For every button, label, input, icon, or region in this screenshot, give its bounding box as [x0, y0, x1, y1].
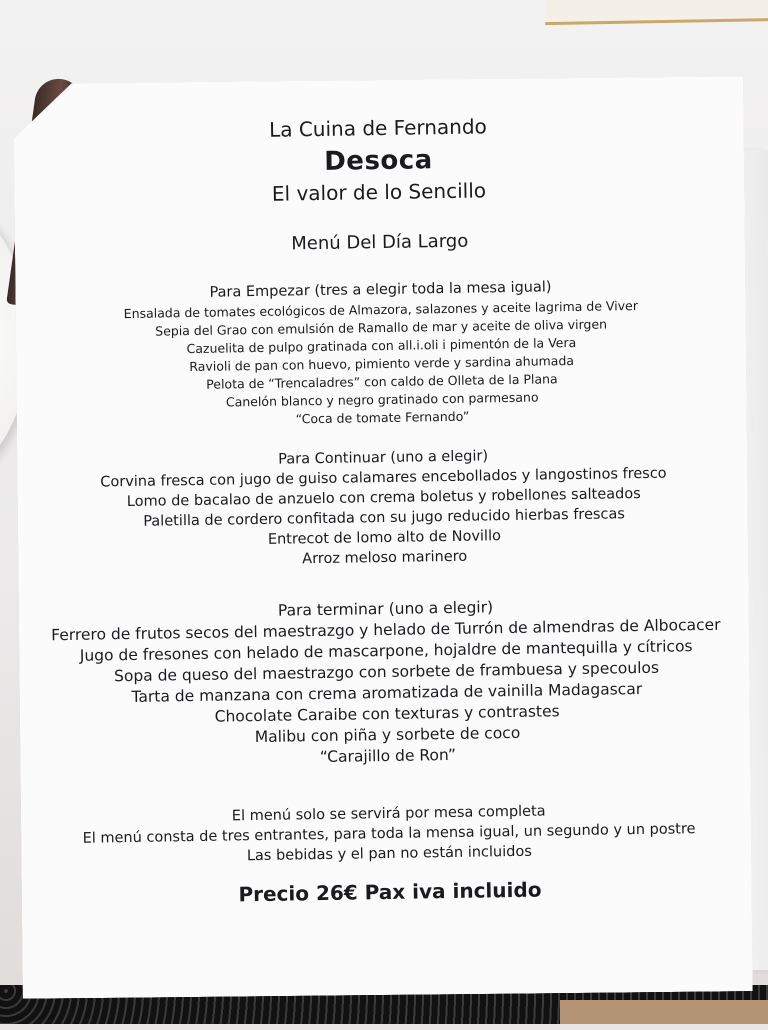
note-line: El menú solo se servirá por mesa completa — [231, 803, 546, 825]
menu-title: Menú Del Día Largo — [291, 230, 469, 255]
dessert-item: Chocolate Caraibe con texturas y contrastes — [214, 702, 560, 726]
restaurant-brand: La Cuina de Fernando — [268, 114, 488, 142]
starter-item: Ravioli de pan con huevo, pimiento verde y sardina ahumada — [189, 352, 575, 375]
starter-item: Cazuelita de pulpo gratinada con all.i.oli i pimentón de la Vera — [186, 334, 577, 357]
main-item: Paletilla de cordero confitada con su jugo reducido hierbas frescas — [143, 506, 626, 530]
starter-item: Sepia del Grao con emulsión de Ramallo de mar y aceite de oliva virgen — [155, 316, 608, 339]
starter-item: Ensalada de tomates ecológicos de Almazora, salazones y aceite lagrima de Viver — [123, 297, 639, 322]
desserts-heading: Para terminar (uno a elegir) — [277, 598, 494, 620]
main-item: Corvina fresca con jugo de guiso calamares encebollados y langostinos fresco — [100, 465, 667, 491]
main-item: Lomo de bacalao de anzuelo con crema boletus y robellones salteados — [126, 485, 641, 511]
starter-item: “Coca de tomate Fernando” — [295, 408, 470, 427]
starters-heading: Para Empezar (tres a elegir toda la mesa igual) — [209, 279, 552, 301]
restaurant-slogan: El valor de lo Sencillo — [271, 178, 487, 206]
restaurant-name: Desoca — [323, 145, 433, 177]
mains-heading: Para Continuar (uno a elegir) — [278, 448, 489, 468]
main-item: Entrecot de lomo alto de Novillo — [267, 528, 502, 548]
dessert-item: “Carajillo de Ron” — [319, 745, 457, 767]
note-line: Las bebidas y el pan no están incluidos — [246, 843, 532, 865]
main-item: Arroz meloso marinero — [302, 548, 468, 568]
dessert-item: Sopa de queso del maestrazgo con sorbete de frambuesa y specoulos — [113, 658, 660, 686]
price-line: Precio 26€ Pax iva incluido — [238, 877, 542, 907]
note-line: El menú consta de tres entrantes, para toda la mensa igual, un segundo y un postre — [82, 821, 696, 847]
dessert-item: Ferrero de frutos secos del maestrazgo y helado de Turrón de almendras de Albocacer — [51, 615, 721, 645]
starter-item: Canelón blanco y negro gratinado con parmesano — [225, 389, 539, 410]
dessert-item: Malibu con piña y sorbete de coco — [254, 723, 521, 747]
dessert-item: Jugo de fresones con helado de mascarpone, hojaldre de mantequilla y cítricos — [79, 637, 693, 665]
dessert-item: Tarta de manzana con crema aromatizada de vainilla Madagascar — [131, 679, 643, 706]
starter-item: Pelota de “Trencaladres” con caldo de Olleta de la Plana — [206, 371, 558, 392]
